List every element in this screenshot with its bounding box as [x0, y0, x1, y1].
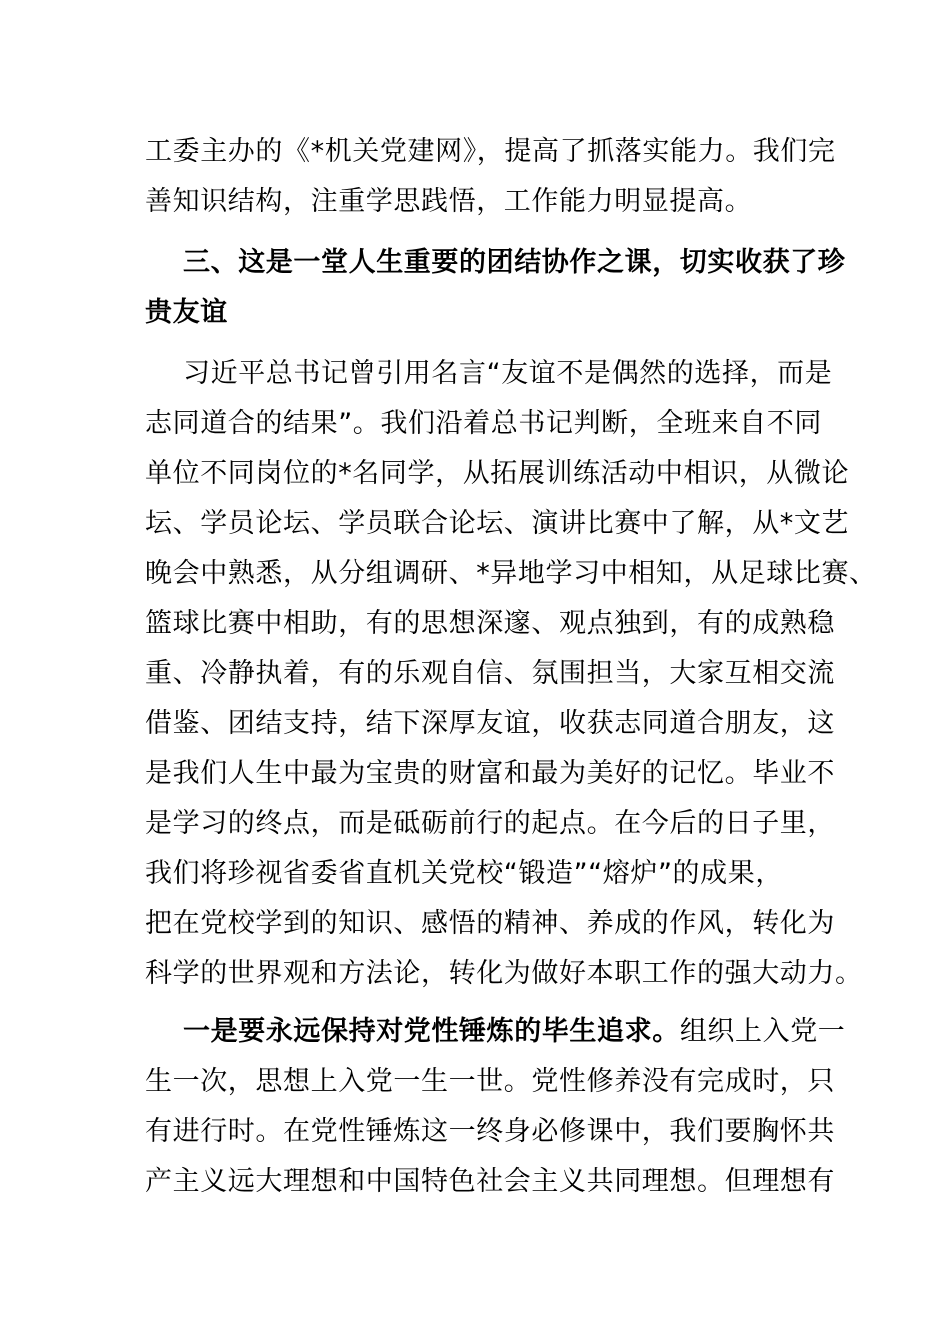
- text-line: 重、冷静执着，有的乐观自信、氛围担当，大家互相交流: [145, 658, 835, 689]
- lead-rest-text: 组织上入党一: [679, 1016, 846, 1047]
- text-line: 志同道合的结果”。我们沿着总书记判断，全班来自不同: [145, 408, 822, 439]
- section-heading: [145, 238, 846, 338]
- text-line: 是学习的终点，而是砥砺前行的起点。在今后的日子里，: [145, 808, 835, 839]
- text-line: 我们将珍视省委省直机关党校“锻造”“熔炉”的成果，: [145, 858, 783, 889]
- text-line: 单位不同岗位的*名同学，从拓展训练活动中相识，从微论: [145, 458, 850, 489]
- text-line: 产主义远大理想和中国特色社会主义共同理想。但理想有: [145, 1166, 835, 1197]
- text-line: 善知识结构，注重学思践悟，工作能力明显提高。: [145, 186, 753, 217]
- text-line: 坛、学员论坛、学员联合论坛、演讲比赛中了解，从*文艺: [145, 508, 850, 539]
- heading-line: 三、这是一堂人生重要的团结协作之课，切实收获了珍: [183, 247, 846, 278]
- text-line: 习近平总书记曾引用名言“友谊不是偶然的选择，而是: [183, 358, 833, 389]
- paragraph-continued: [145, 127, 836, 227]
- text-line: 晚会中熟悉，从分组调研、*异地学习中相知，从足球比赛、: [145, 558, 877, 589]
- lead-line: [145, 1007, 846, 1057]
- paragraph-friendship: [145, 349, 877, 999]
- text-line: 有进行时。在党性锤炼这一终身必修课中，我们要胸怀共: [145, 1116, 835, 1147]
- paragraph-party-spirit: [145, 1007, 846, 1207]
- text-line: 生一次，思想上入党一生一世。党性修养没有完成时，只: [145, 1066, 835, 1097]
- text-line: 科学的世界观和方法论，转化为做好本职工作的强大动力。: [145, 958, 863, 989]
- text-line: 篮球比赛中相助，有的思想深邃、观点独到，有的成熟稳: [145, 608, 835, 639]
- text-line: 工委主办的《*机关党建网》，提高了抓落实能力。我们完: [145, 136, 836, 167]
- heading-line: 贵友谊: [145, 297, 228, 328]
- text-line: 借鉴、团结支持，结下深厚友谊，收获志同道合朋友，这: [145, 708, 835, 739]
- text-line: 是我们人生中最为宝贵的财富和最为美好的记忆。毕业不: [145, 758, 835, 789]
- text-line: 把在党校学到的知识、感悟的精神、养成的作风，转化为: [145, 908, 835, 939]
- lead-bold-text: 一是要永远保持对党性锤炼的毕生追求。: [183, 1016, 680, 1047]
